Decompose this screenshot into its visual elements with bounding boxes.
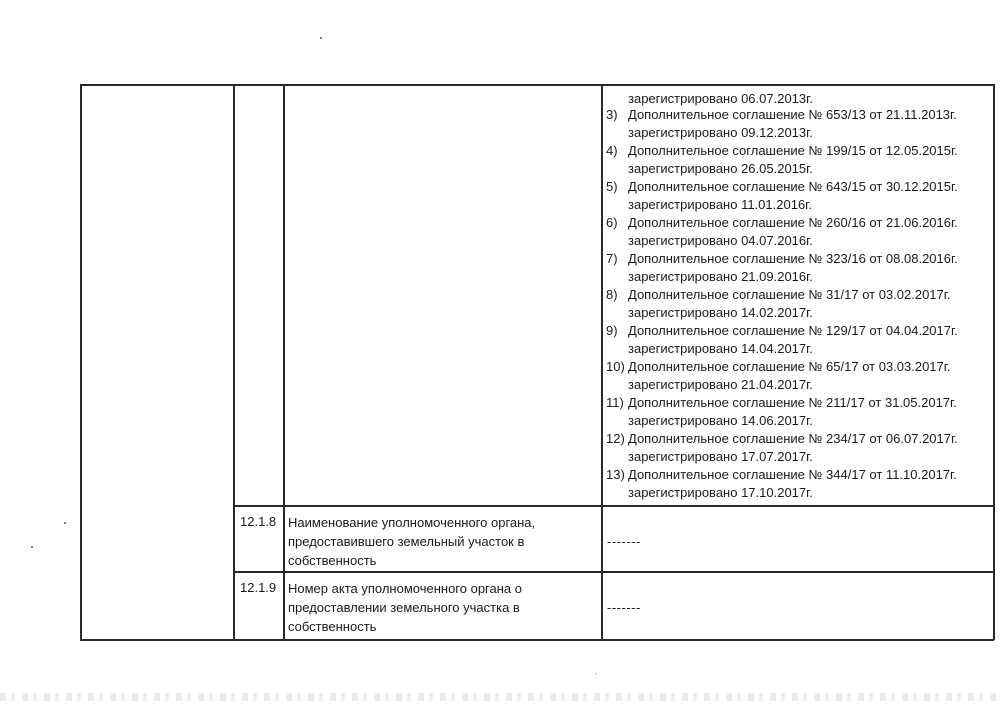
column-divider-1 bbox=[233, 84, 235, 640]
agreement-number: 3) bbox=[606, 107, 618, 122]
agreement-number: 11) bbox=[606, 395, 624, 410]
agreement-number: 9) bbox=[606, 323, 618, 338]
agreement-registration: зарегистрировано 14.06.2017г. bbox=[628, 413, 813, 428]
column-divider-3 bbox=[601, 84, 603, 640]
row-divider-1 bbox=[233, 505, 994, 507]
row-name-line: собственность bbox=[288, 619, 377, 634]
row-name bbox=[288, 579, 596, 636]
agreement-title: Дополнительное соглашение № 211/17 от 31.05.2017г. bbox=[628, 395, 957, 410]
agreement-registration: зарегистрировано 21.09.2016г. bbox=[628, 269, 813, 284]
agreement-number: 13) bbox=[606, 467, 625, 482]
agreement-number: 6) bbox=[606, 215, 618, 230]
agreement-registration: зарегистрировано 26.05.2015г. bbox=[628, 161, 813, 176]
table-left-border bbox=[80, 84, 82, 640]
column-divider-2 bbox=[283, 84, 285, 640]
agreement-title: Дополнительное соглашение № 653/13 от 21.11.2013г. bbox=[628, 107, 957, 122]
row-number: 12.1.8 bbox=[240, 514, 277, 529]
agreement-registration: зарегистрировано 14.04.2017г. bbox=[628, 341, 813, 356]
agreement-number: 12) bbox=[606, 431, 625, 446]
row-name-line: предоставлении земельного участка в bbox=[288, 600, 520, 615]
agreement-number: 7) bbox=[606, 251, 618, 266]
agreement-title: Дополнительное соглашение № 344/17 от 11.10.2017г. bbox=[628, 467, 957, 482]
agreement-number: 10) bbox=[606, 359, 625, 374]
row-name-line: собственность bbox=[288, 553, 377, 568]
agreement-registration: зарегистрировано 11.01.2016г. bbox=[628, 197, 812, 212]
agreement-registration: зарегистрировано 14.02.2017г. bbox=[628, 305, 813, 320]
agreement-registration: зарегистрировано 04.07.2016г. bbox=[628, 233, 813, 248]
row-value: ------- bbox=[607, 534, 641, 549]
scan-speck bbox=[64, 522, 66, 524]
row-name-line: Номер акта уполномоченного органа о bbox=[288, 581, 522, 596]
continuation-text: зарегистрировано 06.07.2013г. bbox=[628, 91, 813, 106]
scan-speck bbox=[320, 37, 322, 39]
agreement-title: Дополнительное соглашение № 260/16 от 21.06.2016г. bbox=[628, 215, 958, 230]
table-top-border bbox=[80, 84, 994, 86]
row-divider-2 bbox=[233, 571, 994, 573]
scan-speck bbox=[31, 546, 33, 548]
row-number: 12.1.9 bbox=[240, 580, 277, 595]
agreement-registration: зарегистрировано 09.12.2013г. bbox=[628, 125, 813, 140]
row-name bbox=[288, 513, 596, 570]
scan-noise-band bbox=[0, 693, 1000, 701]
agreement-title: Дополнительное соглашение № 234/17 от 06.07.2017г. bbox=[628, 431, 958, 446]
row-value: ------- bbox=[607, 600, 641, 615]
agreement-number: 8) bbox=[606, 287, 618, 302]
scan-speck bbox=[596, 673, 597, 674]
table-bottom-border bbox=[80, 639, 994, 641]
agreement-number: 4) bbox=[606, 143, 618, 158]
agreement-number: 5) bbox=[606, 179, 618, 194]
table-right-border bbox=[993, 84, 995, 640]
agreement-title: Дополнительное соглашение № 643/15 от 30.12.2015г. bbox=[628, 179, 958, 194]
agreement-title: Дополнительное соглашение № 199/15 от 12.05.2015г. bbox=[628, 143, 958, 158]
row-name-line: Наименование уполномоченного органа, bbox=[288, 515, 536, 530]
agreement-registration: зарегистрировано 21.04.2017г. bbox=[628, 377, 813, 392]
agreement-title: Дополнительное соглашение № 65/17 от 03.03.2017г. bbox=[628, 359, 951, 374]
row-name-line: предоставившего земельный участок в bbox=[288, 534, 525, 549]
agreement-registration: зарегистрировано 17.10.2017г. bbox=[628, 485, 813, 500]
agreement-title: Дополнительное соглашение № 31/17 от 03.02.2017г. bbox=[628, 287, 951, 302]
agreement-title: Дополнительное соглашение № 323/16 от 08.08.2016г. bbox=[628, 251, 958, 266]
agreement-title: Дополнительное соглашение № 129/17 от 04.04.2017г. bbox=[628, 323, 958, 338]
agreement-registration: зарегистрировано 17.07.2017г. bbox=[628, 449, 813, 464]
